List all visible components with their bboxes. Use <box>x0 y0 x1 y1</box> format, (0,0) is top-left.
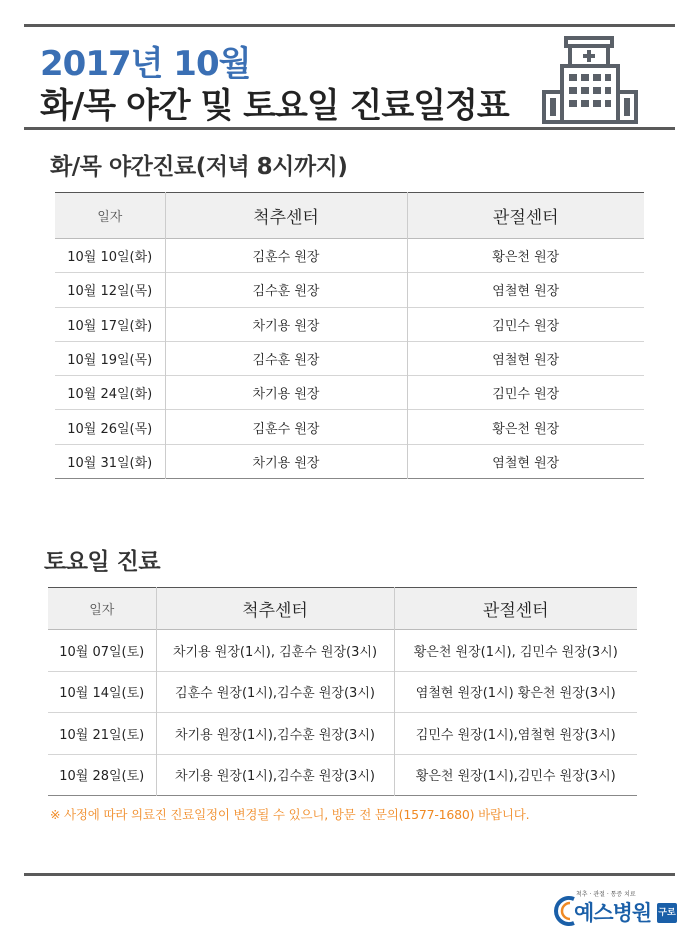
column-header-joint: 관절센터 <box>394 588 637 630</box>
spine-doctor-cell: 김수훈 원장 <box>165 341 407 375</box>
hospital-logo <box>552 886 680 932</box>
date-cell: 10월 24일(화) <box>67 387 153 403</box>
table-row <box>48 630 637 672</box>
table-header-row <box>48 588 637 630</box>
spine-doctor-cell: 차기용 원장(1시),김수훈 원장(3시) <box>156 713 394 755</box>
joint-doctor-cell: 염철현 원장 <box>407 444 644 478</box>
table-row <box>55 307 644 341</box>
column-header-joint: 관절센터 <box>407 193 644 239</box>
date-cell: 10월 10일(화) <box>67 250 153 266</box>
footer-rule <box>24 873 675 876</box>
joint-doctor-cell: 황은천 원장(1시), 김민수 원장(3시) <box>394 630 637 672</box>
joint-doctor-cell: 황은천 원장 <box>407 239 644 273</box>
logo-branch-badge: 구로 <box>657 903 677 923</box>
table-row <box>55 239 644 273</box>
hospital-building-icon <box>540 36 650 124</box>
column-header-spine: 척추센터 <box>156 588 394 630</box>
table-row <box>55 273 644 307</box>
joint-doctor-cell: 염철현 원장(1시) 황은천 원장(3시) <box>394 671 637 713</box>
spine-doctor-cell: 차기용 원장 <box>165 376 407 410</box>
date-cell: 10월 31일(화) <box>67 455 153 471</box>
joint-doctor-cell: 김민수 원장 <box>407 307 644 341</box>
spine-doctor-cell: 김수훈 원장 <box>165 273 407 307</box>
table-row <box>48 754 637 796</box>
logo-tagline: 척추 · 관절 · 통증 치료 <box>576 891 636 898</box>
logo-name: 예스병원 <box>574 901 652 925</box>
table-row <box>48 671 637 713</box>
table-row <box>55 341 644 375</box>
joint-doctor-cell: 김민수 원장(1시),염철현 원장(3시) <box>394 713 637 755</box>
column-header-spine: 척추센터 <box>165 193 407 239</box>
page-title-year: 2017년 10월 <box>40 44 251 84</box>
date-cell: 10월 12일(목) <box>67 284 153 300</box>
date-cell: 10월 28일(토) <box>59 769 145 785</box>
spine-doctor-cell: 차기용 원장 <box>165 444 407 478</box>
night-section-title: 화/목 야간진료(저녁 8시까지) <box>50 154 348 180</box>
spine-doctor-cell: 차기용 원장(1시),김수훈 원장(3시) <box>156 754 394 796</box>
schedule-change-notice: ※ 사정에 따라 의료진 진료일정이 변경될 수 있으니, 방문 전 문의(1577-1680) 바랍니다. <box>50 807 530 822</box>
spine-doctor-cell: 김훈수 원장(1시),김수훈 원장(3시) <box>156 671 394 713</box>
date-cell: 10월 17일(화) <box>67 318 153 334</box>
spine-doctor-cell: 차기용 원장 <box>165 307 407 341</box>
spine-doctor-cell: 김훈수 원장 <box>165 239 407 273</box>
date-cell: 10월 21일(토) <box>59 727 145 743</box>
column-header-date: 일자 <box>97 210 123 225</box>
table-row <box>55 376 644 410</box>
night-schedule-table <box>55 192 644 479</box>
header-rule <box>24 127 675 130</box>
saturday-section-title: 토요일 진료 <box>44 549 161 575</box>
table-row <box>55 444 644 478</box>
joint-doctor-cell: 김민수 원장 <box>407 376 644 410</box>
date-cell: 10월 26일(목) <box>67 421 153 437</box>
table-row <box>55 410 644 444</box>
saturday-schedule-table <box>48 587 637 796</box>
joint-doctor-cell: 염철현 원장 <box>407 341 644 375</box>
spine-doctor-cell: 김훈수 원장 <box>165 410 407 444</box>
date-cell: 10월 19일(목) <box>67 353 153 369</box>
joint-doctor-cell: 황은천 원장(1시),김민수 원장(3시) <box>394 754 637 796</box>
top-rule <box>24 24 675 27</box>
date-cell: 10월 07일(토) <box>59 644 145 660</box>
date-cell: 10월 14일(토) <box>59 686 145 702</box>
joint-doctor-cell: 염철현 원장 <box>407 273 644 307</box>
table-row <box>48 713 637 755</box>
column-header-date: 일자 <box>89 603 115 618</box>
page-title: 화/목 야간 및 토요일 진료일정표 <box>40 86 509 126</box>
spine-doctor-cell: 차기용 원장(1시), 김훈수 원장(3시) <box>156 630 394 672</box>
table-header-row <box>55 193 644 239</box>
joint-doctor-cell: 황은천 원장 <box>407 410 644 444</box>
